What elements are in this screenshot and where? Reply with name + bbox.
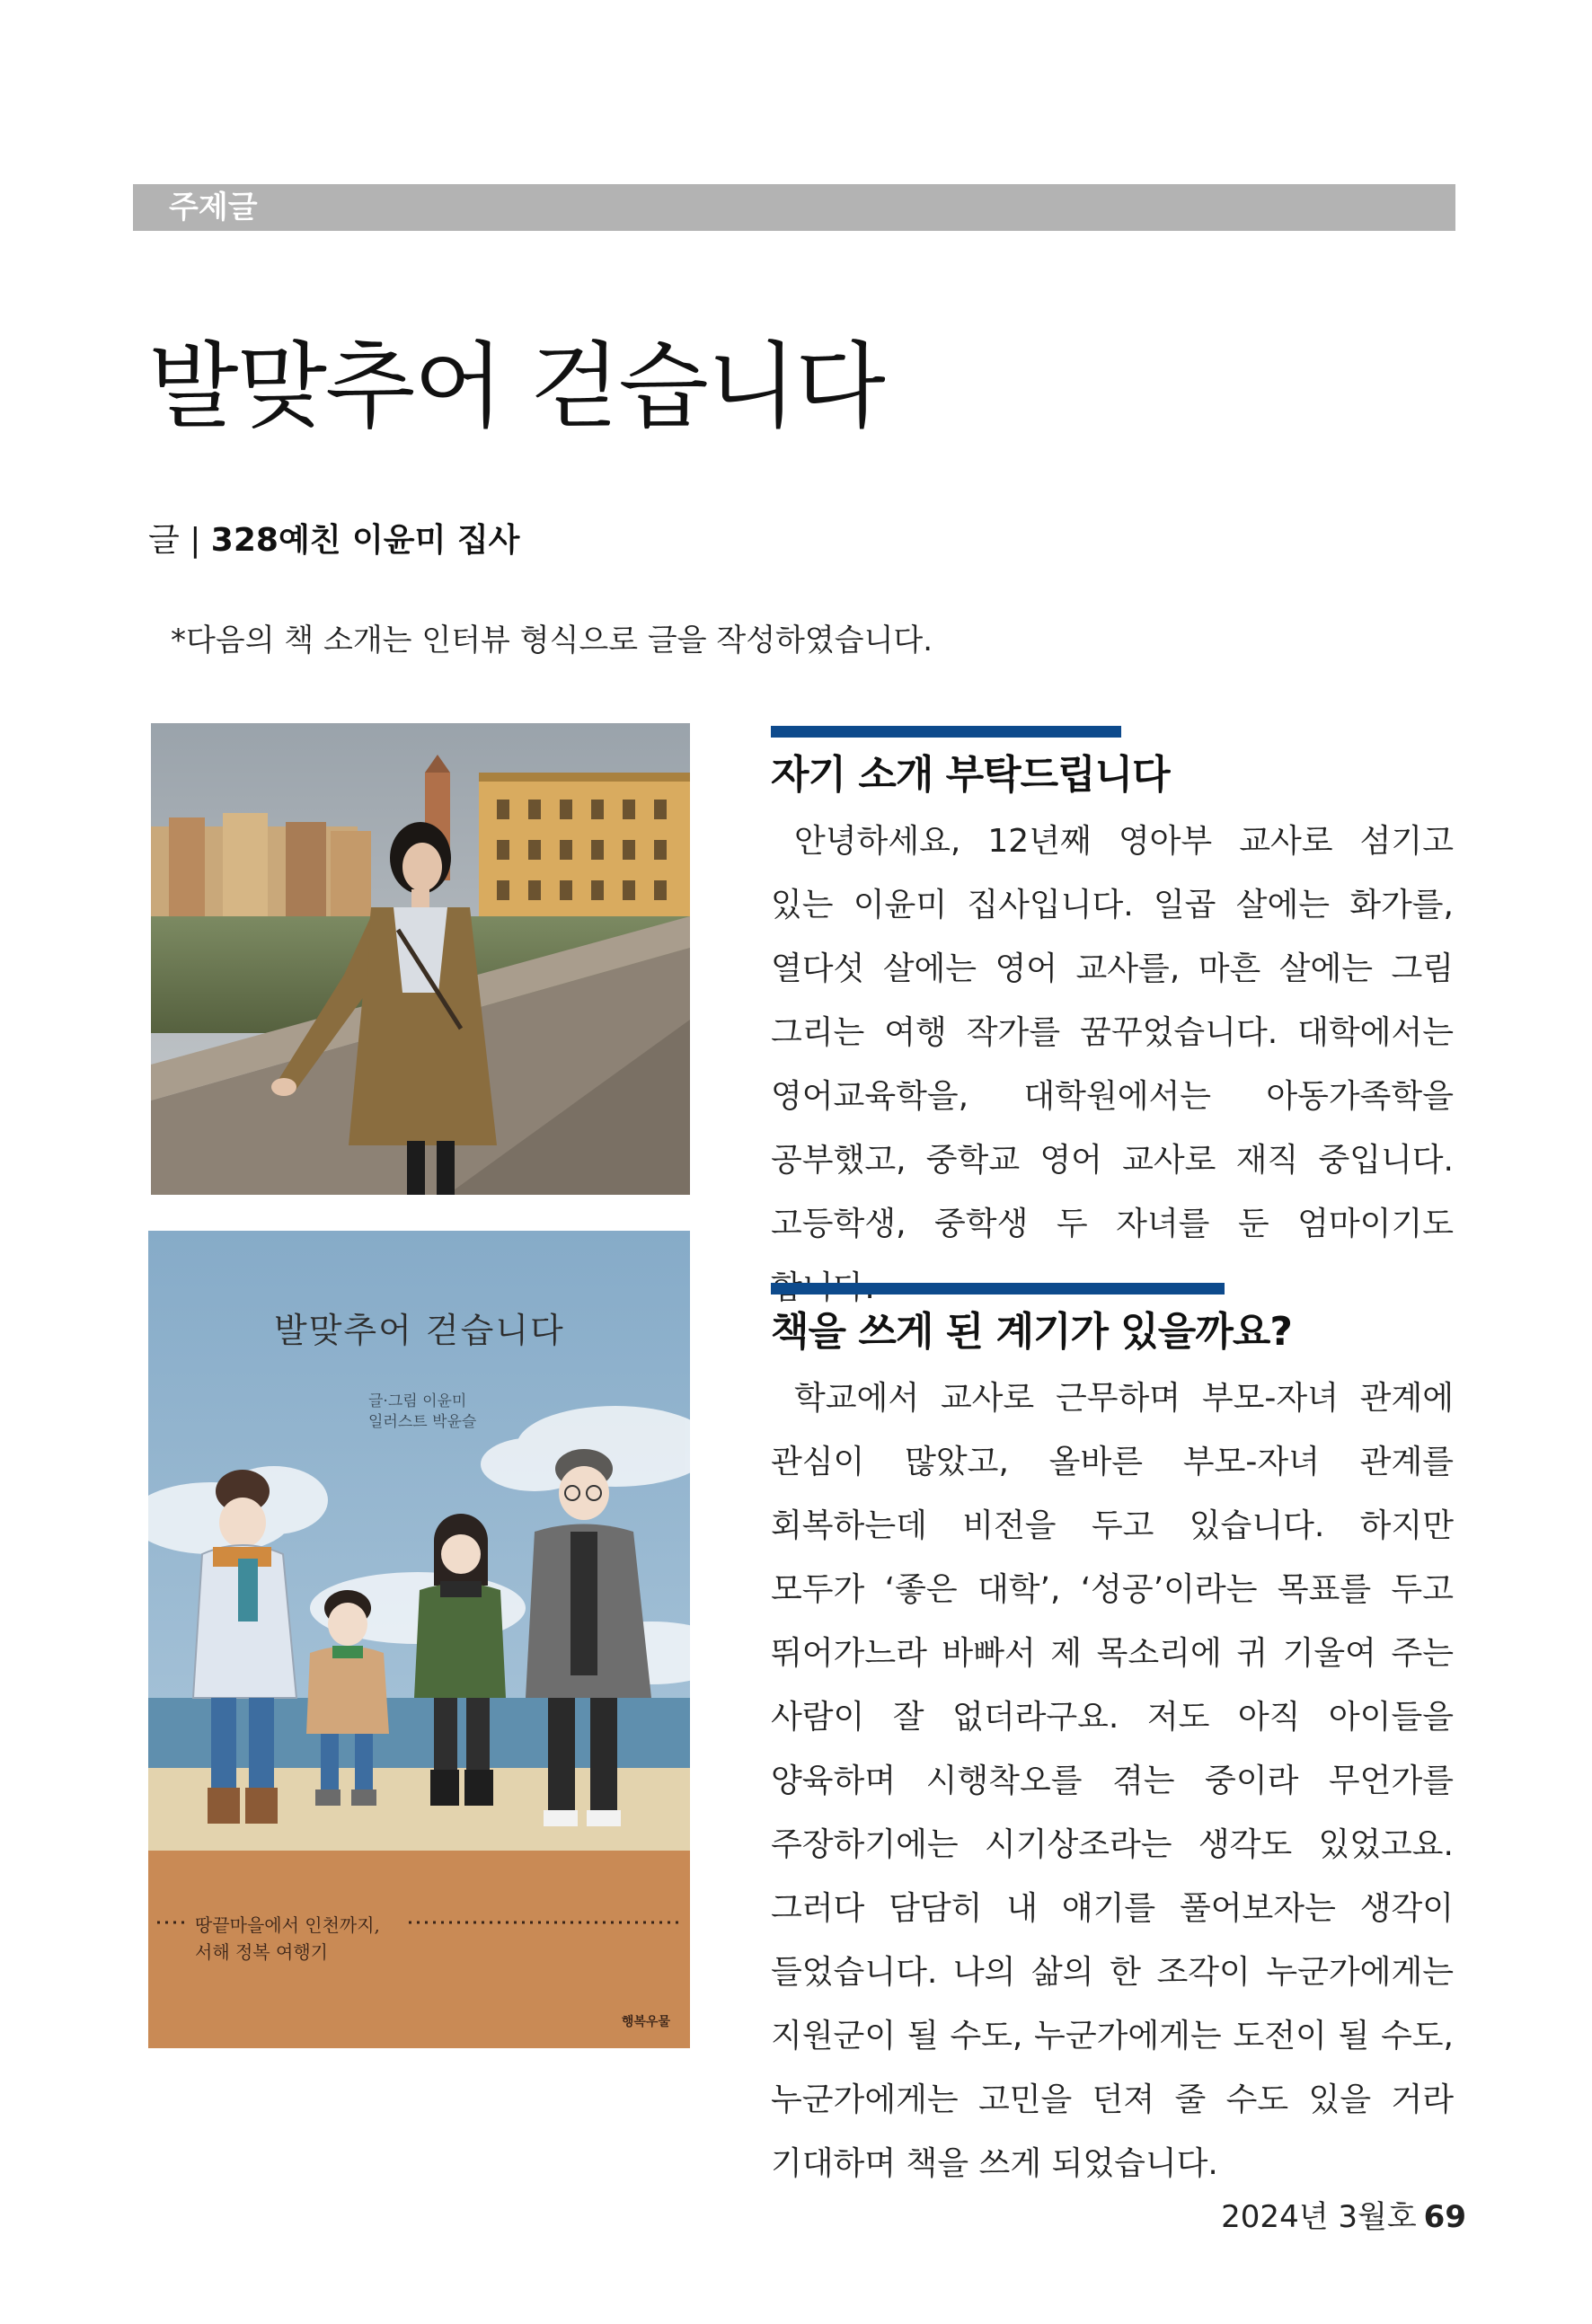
page-title: 발맞추어 걷습니다 [148,331,884,441]
byline [148,519,519,562]
qa-body [771,809,1454,1320]
page-number: 69 [1423,2199,1466,2235]
qa-paragraph: 학교에서 교사로 근무하며 부모-자녀 관계에 관심이 많았고, 올바른 부모-자녀 관계를 회복하는데 비전을 두고 있습니다. 하지만 모두가 ‘좋은 대학’, ‘성공’이라는 목표를 두고 뛰어가느라 바빠서 제 목소리에 귀 기울여 주는 사람이 잘 없더라구요. 저도 아직 아이들을 양육하며 시행착오를 겪는 중이라 무언가를 주장하기에는 시기상조라는 생각도 있었고요. 그러다 담담히 내 얘기를 풀어보자는 생각이 들었습니다. 나의 삶의 한 조각이 누군가에게는 지원군이 될 수도, 누군가에게는 도전이 될 수도, 누군가에게는 고민을 던져 줄 수도 있을 거라 기대하며 책을 쓰게 되었습니다. [771,1380,1454,2182]
qa-body [771,1366,1454,2196]
heading-accent-rule [771,726,1121,738]
page-footer [1221,2197,1466,2237]
qa-paragraph: 안녕하세요, 12년째 영아부 교사로 섬기고 있는 이윤미 집사입니다. 일곱 살에는 화가를, 열다섯 살에는 영어 교사를, 마흔 살에는 그림 그리는 여행 작가를 꿈꾸었습니다. 대학에서는 영어교육학을, 대학원에서는 아동가족학을 공부했고, 중학교 영어 교사로 재직 중입니다. 고등학생, 중학생 두 자녀를 둔 엄마이기도 [771,823,1454,1242]
section-header-bar [133,184,1455,231]
byline-prefix: 글 | [148,522,211,559]
cover-subtitle-line1: 땅끝마을에서 인천까지, [195,1914,380,1936]
qa-heading: 자기 소개 부탁드립니다 [771,752,1170,798]
book-cover [148,1231,690,2048]
cover-subtitle-line2: 서해 정복 여행기 [195,1941,328,1963]
section-label: 주제글 [169,190,258,225]
qa-section-intro [771,726,1454,1320]
cover-publisher-logo: 행복우물 [621,2015,670,2029]
issue-label: 2024년 3월호 [1221,2199,1417,2235]
intro-note: *다음의 책 소개는 인터뷰 형식으로 글을 작성하였습니다. [171,623,933,658]
cover-title: 발맞추어 걷습니다 [274,1311,565,1350]
cover-credit-text: 글·그림 이윤미 [368,1392,467,1410]
heading-accent-rule [771,1283,1225,1295]
qa-section-motivation [771,1283,1454,2196]
byline-author: 328예친 이윤미 집사 [210,522,520,559]
cover-credit-illustration: 일러스트 박윤슬 [368,1413,477,1431]
qa-heading: 책을 쓰게 된 계기가 있을까요? [771,1309,1292,1355]
author-photo [151,723,690,1195]
